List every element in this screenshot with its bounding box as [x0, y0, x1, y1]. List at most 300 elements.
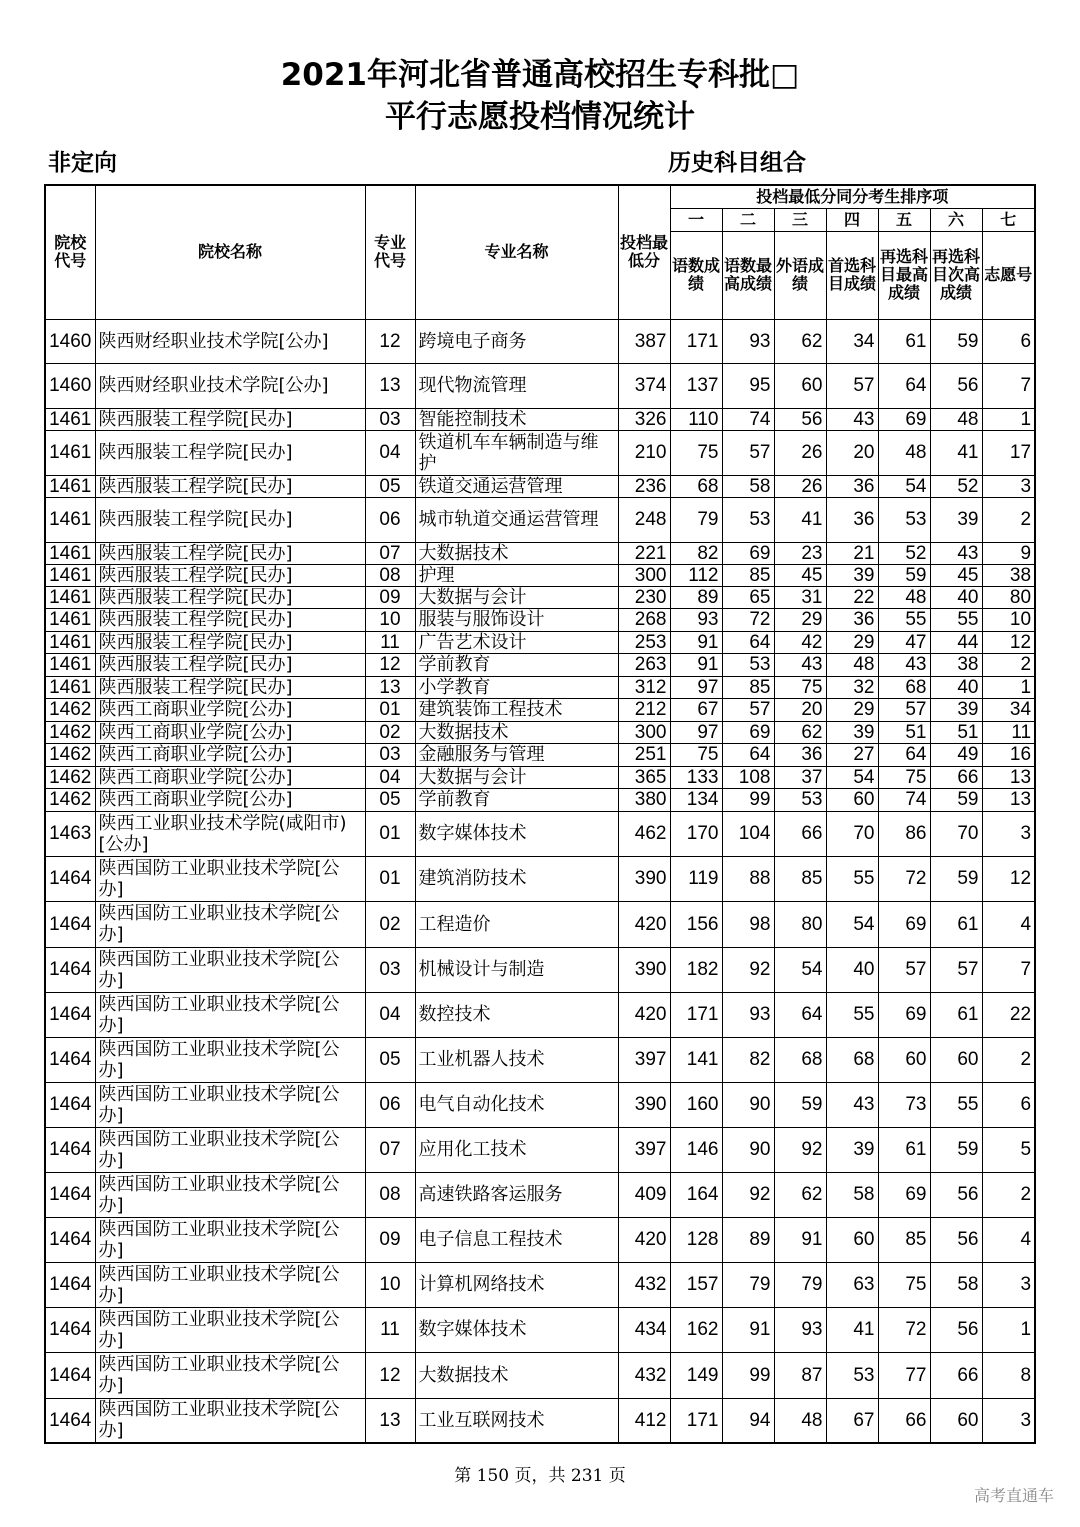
sort-7-cell: 4	[982, 901, 1035, 947]
sort-4-cell: 20	[826, 430, 878, 475]
major-name-cell: 广告艺术设计	[415, 631, 618, 653]
sort-7-cell: 3	[982, 811, 1035, 856]
major-code-cell: 01	[365, 698, 415, 721]
sort-3-cell: 92	[774, 1127, 826, 1172]
sort-2-cell: 65	[722, 586, 774, 608]
min-score-cell: 268	[618, 608, 670, 631]
school-name-cell: 陕西国防工业职业技术学院[公办]	[95, 856, 365, 901]
sort-4-cell: 70	[826, 811, 878, 856]
major-name-cell: 大数据技术	[415, 542, 618, 564]
sort-3-cell: 68	[774, 1037, 826, 1082]
school-code-cell: 1461	[45, 408, 95, 430]
school-code-cell: 1464	[45, 1398, 95, 1443]
sort-1-cell: 162	[670, 1307, 722, 1352]
min-score-cell: 210	[618, 430, 670, 475]
major-name-cell: 大数据技术	[415, 1352, 618, 1398]
table-row	[45, 811, 1035, 856]
major-code-cell: 12	[365, 319, 415, 363]
major-code-cell: 12	[365, 653, 415, 676]
sort-1-cell: 170	[670, 811, 722, 856]
sort-5-cell: 69	[878, 901, 930, 947]
sort-7-cell: 17	[982, 430, 1035, 475]
sort-1-cell: 93	[670, 608, 722, 631]
school-name-cell: 陕西服装工程学院[民办]	[95, 497, 365, 542]
school-code-cell: 1464	[45, 1037, 95, 1082]
table-row	[45, 788, 1035, 811]
school-code-cell: 1461	[45, 676, 95, 698]
school-code-cell: 1464	[45, 901, 95, 947]
sort-5-cell: 74	[878, 788, 930, 811]
major-code-cell: 04	[365, 766, 415, 788]
table-row	[45, 766, 1035, 788]
sort-6-cell: 56	[930, 1217, 982, 1262]
table-row	[45, 992, 1035, 1037]
sort-4-cell: 48	[826, 653, 878, 676]
sort-4-cell: 34	[826, 319, 878, 363]
sort-1-cell: 141	[670, 1037, 722, 1082]
sort-6-cell: 40	[930, 676, 982, 698]
table-row	[45, 1262, 1035, 1307]
sort-4-cell: 43	[826, 1082, 878, 1127]
sort-7-cell: 1	[982, 676, 1035, 698]
header-school-code: 院校代号	[45, 185, 95, 319]
sort-4-cell: 55	[826, 856, 878, 901]
min-score-cell: 300	[618, 721, 670, 743]
header-sort-group: 投档最低分同分考生排序项	[670, 185, 1035, 208]
sort-3-cell: 62	[774, 721, 826, 743]
sort-3-cell: 42	[774, 631, 826, 653]
sort-3-cell: 23	[774, 542, 826, 564]
major-name-cell: 高速铁路客运服务	[415, 1172, 618, 1217]
header-sort-item-6: 再选科目次高成绩	[930, 231, 982, 319]
sort-4-cell: 60	[826, 1217, 878, 1262]
school-code-cell: 1464	[45, 1127, 95, 1172]
min-score-cell: 374	[618, 363, 670, 408]
sort-6-cell: 44	[930, 631, 982, 653]
table-row	[45, 698, 1035, 721]
sort-6-cell: 70	[930, 811, 982, 856]
sort-6-cell: 39	[930, 698, 982, 721]
table-row	[45, 901, 1035, 947]
major-code-cell: 01	[365, 856, 415, 901]
min-score-cell: 390	[618, 947, 670, 992]
major-name-cell: 建筑消防技术	[415, 856, 618, 901]
sort-3-cell: 45	[774, 564, 826, 586]
major-code-cell: 04	[365, 992, 415, 1037]
major-code-cell: 06	[365, 497, 415, 542]
sort-5-cell: 75	[878, 1262, 930, 1307]
major-name-cell: 金融服务与管理	[415, 743, 618, 766]
sort-2-cell: 91	[722, 1307, 774, 1352]
header-school-name: 院校名称	[95, 185, 365, 319]
header-sort-item-3: 外语成绩	[774, 231, 826, 319]
sort-5-cell: 61	[878, 319, 930, 363]
major-code-cell: 10	[365, 1262, 415, 1307]
major-code-cell: 06	[365, 1082, 415, 1127]
sort-3-cell: 54	[774, 947, 826, 992]
sort-4-cell: 60	[826, 788, 878, 811]
sort-7-cell: 1	[982, 1307, 1035, 1352]
header-major-code: 专业代号	[365, 185, 415, 319]
table-row	[45, 653, 1035, 676]
sort-5-cell: 57	[878, 947, 930, 992]
sort-2-cell: 92	[722, 1172, 774, 1217]
sort-7-cell: 2	[982, 653, 1035, 676]
sort-1-cell: 82	[670, 542, 722, 564]
sort-6-cell: 40	[930, 586, 982, 608]
min-score-cell: 434	[618, 1307, 670, 1352]
sort-7-cell: 6	[982, 1082, 1035, 1127]
watermark: 高考直通车	[973, 1486, 1054, 1505]
sort-2-cell: 64	[722, 743, 774, 766]
major-code-cell: 05	[365, 788, 415, 811]
major-code-cell: 09	[365, 1217, 415, 1262]
sort-1-cell: 68	[670, 475, 722, 497]
major-name-cell: 大数据与会计	[415, 766, 618, 788]
sort-4-cell: 53	[826, 1352, 878, 1398]
sort-1-cell: 146	[670, 1127, 722, 1172]
sort-5-cell: 55	[878, 608, 930, 631]
school-code-cell: 1462	[45, 743, 95, 766]
header-order-5: 五	[878, 208, 930, 231]
sort-1-cell: 110	[670, 408, 722, 430]
sort-4-cell: 55	[826, 992, 878, 1037]
table-row	[45, 631, 1035, 653]
header-sort-item-5: 再选科目最高成绩	[878, 231, 930, 319]
school-code-cell: 1464	[45, 1307, 95, 1352]
sort-6-cell: 60	[930, 1037, 982, 1082]
major-name-cell: 铁道交通运营管理	[415, 475, 618, 497]
table-row	[45, 497, 1035, 542]
school-code-cell: 1461	[45, 608, 95, 631]
major-name-cell: 学前教育	[415, 653, 618, 676]
min-score-cell: 462	[618, 811, 670, 856]
sort-3-cell: 60	[774, 363, 826, 408]
school-code-cell: 1461	[45, 631, 95, 653]
header-sort-item-7: 志愿号	[982, 231, 1035, 319]
min-score-cell: 420	[618, 992, 670, 1037]
major-name-cell: 工程造价	[415, 901, 618, 947]
sort-1-cell: 171	[670, 319, 722, 363]
table-row	[45, 1172, 1035, 1217]
min-score-cell: 412	[618, 1398, 670, 1443]
header-major-name: 专业名称	[415, 185, 618, 319]
school-name-cell: 陕西国防工业职业技术学院[公办]	[95, 901, 365, 947]
school-name-cell: 陕西国防工业职业技术学院[公办]	[95, 1352, 365, 1398]
school-name-cell: 陕西财经职业技术学院[公办]	[95, 319, 365, 363]
major-code-cell: 08	[365, 1172, 415, 1217]
school-name-cell: 陕西工业职业技术学院(咸阳市)[公办]	[95, 811, 365, 856]
sort-5-cell: 61	[878, 1127, 930, 1172]
major-name-cell: 跨境电子商务	[415, 319, 618, 363]
header-order-2: 二	[722, 208, 774, 231]
min-score-cell: 397	[618, 1127, 670, 1172]
sort-7-cell: 2	[982, 1172, 1035, 1217]
school-name-cell: 陕西服装工程学院[民办]	[95, 653, 365, 676]
sort-7-cell: 7	[982, 363, 1035, 408]
sort-7-cell: 34	[982, 698, 1035, 721]
sort-7-cell: 4	[982, 1217, 1035, 1262]
min-score-cell: 300	[618, 564, 670, 586]
sort-2-cell: 57	[722, 430, 774, 475]
sort-2-cell: 69	[722, 542, 774, 564]
major-name-cell: 小学教育	[415, 676, 618, 698]
sort-4-cell: 36	[826, 608, 878, 631]
sort-2-cell: 82	[722, 1037, 774, 1082]
sort-4-cell: 39	[826, 1127, 878, 1172]
sort-5-cell: 77	[878, 1352, 930, 1398]
sort-3-cell: 29	[774, 608, 826, 631]
sort-3-cell: 48	[774, 1398, 826, 1443]
sort-4-cell: 21	[826, 542, 878, 564]
sort-4-cell: 29	[826, 698, 878, 721]
min-score-cell: 420	[618, 901, 670, 947]
school-code-cell: 1461	[45, 542, 95, 564]
sort-3-cell: 85	[774, 856, 826, 901]
sort-7-cell: 8	[982, 1352, 1035, 1398]
sort-2-cell: 99	[722, 1352, 774, 1398]
sort-5-cell: 72	[878, 1307, 930, 1352]
admission-table	[44, 184, 1036, 1444]
school-name-cell: 陕西工商职业学院[公办]	[95, 788, 365, 811]
sort-7-cell: 16	[982, 743, 1035, 766]
major-code-cell: 07	[365, 1127, 415, 1172]
major-name-cell: 应用化工技术	[415, 1127, 618, 1172]
sort-1-cell: 89	[670, 586, 722, 608]
sort-5-cell: 59	[878, 564, 930, 586]
school-code-cell: 1464	[45, 1352, 95, 1398]
sort-2-cell: 98	[722, 901, 774, 947]
major-name-cell: 城市轨道交通运营管理	[415, 497, 618, 542]
sort-2-cell: 53	[722, 497, 774, 542]
sort-5-cell: 69	[878, 992, 930, 1037]
sort-1-cell: 97	[670, 721, 722, 743]
sort-3-cell: 26	[774, 430, 826, 475]
min-score-cell: 409	[618, 1172, 670, 1217]
sort-1-cell: 119	[670, 856, 722, 901]
major-name-cell: 铁道机车车辆制造与维护	[415, 430, 618, 475]
sort-6-cell: 59	[930, 1127, 982, 1172]
major-name-cell: 大数据技术	[415, 721, 618, 743]
sort-3-cell: 43	[774, 653, 826, 676]
sort-3-cell: 64	[774, 992, 826, 1037]
sort-6-cell: 39	[930, 497, 982, 542]
major-name-cell: 数字媒体技术	[415, 1307, 618, 1352]
sort-5-cell: 51	[878, 721, 930, 743]
major-code-cell: 02	[365, 901, 415, 947]
major-code-cell: 13	[365, 1398, 415, 1443]
sort-3-cell: 56	[774, 408, 826, 430]
sort-6-cell: 55	[930, 608, 982, 631]
min-score-cell: 236	[618, 475, 670, 497]
school-code-cell: 1461	[45, 497, 95, 542]
sort-3-cell: 31	[774, 586, 826, 608]
school-code-cell: 1462	[45, 788, 95, 811]
major-name-cell: 工业机器人技术	[415, 1037, 618, 1082]
min-score-cell: 432	[618, 1352, 670, 1398]
min-score-cell: 365	[618, 766, 670, 788]
sort-5-cell: 48	[878, 430, 930, 475]
sort-3-cell: 66	[774, 811, 826, 856]
sort-2-cell: 88	[722, 856, 774, 901]
min-score-cell: 248	[618, 497, 670, 542]
sort-5-cell: 53	[878, 497, 930, 542]
table-body	[45, 319, 1035, 1443]
sort-7-cell: 3	[982, 1262, 1035, 1307]
sort-1-cell: 112	[670, 564, 722, 586]
sort-4-cell: 36	[826, 497, 878, 542]
school-name-cell: 陕西服装工程学院[民办]	[95, 676, 365, 698]
sort-7-cell: 6	[982, 319, 1035, 363]
sort-5-cell: 69	[878, 1172, 930, 1217]
school-name-cell: 陕西国防工业职业技术学院[公办]	[95, 1398, 365, 1443]
subject-combination-label: 历史科目组合	[668, 150, 806, 176]
sort-1-cell: 160	[670, 1082, 722, 1127]
school-name-cell: 陕西国防工业职业技术学院[公办]	[95, 1217, 365, 1262]
sort-2-cell: 104	[722, 811, 774, 856]
sort-2-cell: 69	[722, 721, 774, 743]
sort-7-cell: 2	[982, 1037, 1035, 1082]
sort-1-cell: 164	[670, 1172, 722, 1217]
major-code-cell: 13	[365, 363, 415, 408]
header-sort-item-1: 语数成绩	[670, 231, 722, 319]
school-name-cell: 陕西服装工程学院[民办]	[95, 564, 365, 586]
school-name-cell: 陕西服装工程学院[民办]	[95, 408, 365, 430]
sort-5-cell: 64	[878, 743, 930, 766]
sort-7-cell: 38	[982, 564, 1035, 586]
major-name-cell: 电子信息工程技术	[415, 1217, 618, 1262]
sort-6-cell: 59	[930, 856, 982, 901]
sort-1-cell: 67	[670, 698, 722, 721]
sort-5-cell: 47	[878, 631, 930, 653]
table-row	[45, 608, 1035, 631]
sort-1-cell: 171	[670, 992, 722, 1037]
school-code-cell: 1464	[45, 1172, 95, 1217]
sort-6-cell: 60	[930, 1398, 982, 1443]
major-name-cell: 机械设计与制造	[415, 947, 618, 992]
sort-7-cell: 5	[982, 1127, 1035, 1172]
table-row	[45, 1037, 1035, 1082]
major-name-cell: 大数据与会计	[415, 586, 618, 608]
sort-3-cell: 26	[774, 475, 826, 497]
school-code-cell: 1460	[45, 319, 95, 363]
header-sort-item-2: 语数最高成绩	[722, 231, 774, 319]
table-row	[45, 475, 1035, 497]
min-score-cell: 263	[618, 653, 670, 676]
school-code-cell: 1464	[45, 1262, 95, 1307]
sort-1-cell: 75	[670, 430, 722, 475]
sort-7-cell: 10	[982, 608, 1035, 631]
major-name-cell: 工业互联网技术	[415, 1398, 618, 1443]
sort-2-cell: 108	[722, 766, 774, 788]
sort-3-cell: 36	[774, 743, 826, 766]
category-label: 非定向	[48, 150, 117, 176]
sort-4-cell: 22	[826, 586, 878, 608]
major-code-cell: 03	[365, 947, 415, 992]
table-row	[45, 1307, 1035, 1352]
sort-7-cell: 9	[982, 542, 1035, 564]
sort-6-cell: 55	[930, 1082, 982, 1127]
school-name-cell: 陕西工商职业学院[公办]	[95, 766, 365, 788]
sort-5-cell: 52	[878, 542, 930, 564]
sort-6-cell: 59	[930, 788, 982, 811]
sort-2-cell: 53	[722, 653, 774, 676]
school-name-cell: 陕西工商职业学院[公办]	[95, 721, 365, 743]
school-name-cell: 陕西国防工业职业技术学院[公办]	[95, 947, 365, 992]
sort-4-cell: 68	[826, 1037, 878, 1082]
sort-3-cell: 37	[774, 766, 826, 788]
sort-7-cell: 3	[982, 475, 1035, 497]
school-name-cell: 陕西服装工程学院[民办]	[95, 430, 365, 475]
school-code-cell: 1461	[45, 430, 95, 475]
school-name-cell: 陕西国防工业职业技术学院[公办]	[95, 1172, 365, 1217]
sort-6-cell: 48	[930, 408, 982, 430]
sort-5-cell: 57	[878, 698, 930, 721]
school-code-cell: 1461	[45, 475, 95, 497]
sort-4-cell: 29	[826, 631, 878, 653]
major-code-cell: 05	[365, 475, 415, 497]
sort-1-cell: 91	[670, 653, 722, 676]
header-sort-item-4: 首选科目成绩	[826, 231, 878, 319]
school-code-cell: 1461	[45, 653, 95, 676]
table-row	[45, 1352, 1035, 1398]
school-code-cell: 1464	[45, 992, 95, 1037]
sort-1-cell: 128	[670, 1217, 722, 1262]
sort-2-cell: 93	[722, 992, 774, 1037]
header-order-3: 三	[774, 208, 826, 231]
sort-2-cell: 58	[722, 475, 774, 497]
major-name-cell: 数字媒体技术	[415, 811, 618, 856]
sort-1-cell: 79	[670, 497, 722, 542]
sort-6-cell: 56	[930, 363, 982, 408]
sort-6-cell: 57	[930, 947, 982, 992]
table-row	[45, 947, 1035, 992]
sort-3-cell: 91	[774, 1217, 826, 1262]
major-code-cell: 13	[365, 676, 415, 698]
school-name-cell: 陕西服装工程学院[民办]	[95, 475, 365, 497]
sort-1-cell: 134	[670, 788, 722, 811]
min-score-cell: 326	[618, 408, 670, 430]
major-code-cell: 11	[365, 1307, 415, 1352]
sort-2-cell: 64	[722, 631, 774, 653]
sort-2-cell: 89	[722, 1217, 774, 1262]
sort-2-cell: 85	[722, 676, 774, 698]
major-name-cell: 服装与服饰设计	[415, 608, 618, 631]
min-score-cell: 253	[618, 631, 670, 653]
sort-6-cell: 56	[930, 1307, 982, 1352]
min-score-cell: 390	[618, 856, 670, 901]
sort-1-cell: 137	[670, 363, 722, 408]
sort-2-cell: 92	[722, 947, 774, 992]
sort-6-cell: 45	[930, 564, 982, 586]
sort-2-cell: 90	[722, 1127, 774, 1172]
sort-6-cell: 61	[930, 992, 982, 1037]
sort-1-cell: 156	[670, 901, 722, 947]
table-row	[45, 676, 1035, 698]
school-code-cell: 1464	[45, 856, 95, 901]
sort-5-cell: 72	[878, 856, 930, 901]
school-code-cell: 1464	[45, 1082, 95, 1127]
header-order-7: 七	[982, 208, 1035, 231]
sort-6-cell: 56	[930, 1172, 982, 1217]
major-name-cell: 智能控制技术	[415, 408, 618, 430]
major-name-cell: 数控技术	[415, 992, 618, 1037]
sort-4-cell: 57	[826, 363, 878, 408]
sort-7-cell: 13	[982, 788, 1035, 811]
school-code-cell: 1460	[45, 363, 95, 408]
header-order-4: 四	[826, 208, 878, 231]
school-name-cell: 陕西工商职业学院[公办]	[95, 698, 365, 721]
